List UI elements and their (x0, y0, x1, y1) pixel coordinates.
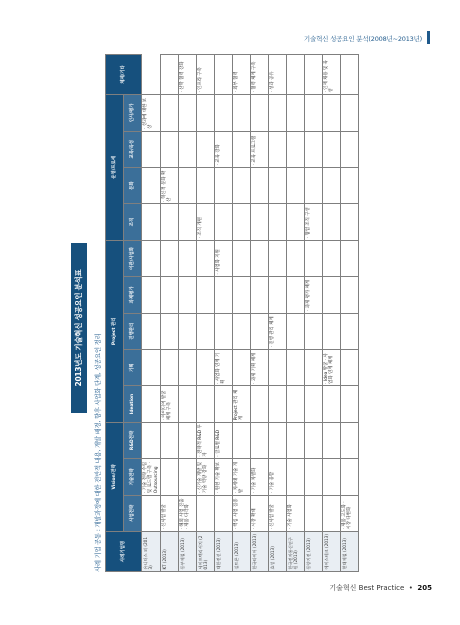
table-cell (340, 131, 358, 167)
table-cell (322, 240, 340, 276)
table-cell: · 신사업 발굴 (268, 495, 286, 531)
table-row (286, 54, 304, 571)
table-cell (250, 422, 268, 458)
company-cell: 유니더스 외 (2013) (142, 531, 161, 571)
table-cell (214, 276, 232, 312)
table-cell (268, 385, 286, 421)
table-cell (304, 422, 322, 458)
table-cell (196, 167, 214, 203)
table-cell: · 사업화 연계 기획 (214, 349, 232, 385)
table-cell (196, 94, 214, 131)
table-cell (268, 349, 286, 385)
table-cell: · 기술 전략 수립 및 로드맵 구축 · Outsourcing (142, 458, 161, 494)
company-cell: 대한전선 (2013) (214, 531, 232, 571)
table-cell: · Idea 발굴 · 사업화 연계 체계 (322, 349, 340, 385)
table-cell (232, 94, 250, 131)
table-cell (268, 167, 286, 203)
table-cell: · 전략적 R&D 투자 (196, 422, 214, 458)
page-number: 205 (417, 584, 432, 592)
table-row (250, 54, 268, 571)
table-cell (286, 458, 304, 494)
table-cell (214, 94, 232, 131)
table-cell (304, 240, 322, 276)
company-cell: 동부제철 (2013) (178, 531, 196, 571)
table-cell (340, 422, 358, 458)
table-cell (196, 240, 214, 276)
table-cell: · 조직 개편 (196, 203, 214, 239)
table-cell (232, 131, 250, 167)
table-cell (340, 385, 358, 421)
company-cell: 한국타이어 (2013) (250, 531, 268, 571)
table-cell (322, 131, 340, 167)
column-header: 기획 (124, 349, 142, 385)
table-cell (304, 458, 322, 494)
table-cell (250, 203, 268, 239)
table-cell (286, 385, 304, 421)
table-cell: · 기술 사업화 (286, 495, 304, 531)
table-cell (340, 167, 358, 203)
table-cell (232, 349, 250, 385)
table-cell (340, 276, 358, 312)
table-cell (268, 203, 286, 239)
table-body (142, 54, 359, 571)
table-cell (196, 131, 214, 167)
table-cell (142, 167, 161, 203)
column-header: 문화 (124, 167, 142, 203)
company-cell: 한국전자통신연구원 (2013) (286, 531, 304, 571)
table-cell (340, 313, 358, 349)
table-cell (340, 94, 358, 131)
table-cell: · 교육 프로그램 (250, 131, 268, 167)
table-cell: · 사업화 지원 (214, 240, 232, 276)
table-cell (142, 385, 161, 421)
table-cell (250, 313, 268, 349)
table-cell (322, 385, 340, 421)
company-cell: 동양기전 (2013) (304, 531, 322, 571)
table-cell (178, 385, 196, 421)
table-cell (250, 276, 268, 312)
table-row (268, 54, 286, 571)
table-cell (232, 203, 250, 239)
table-cell (196, 276, 214, 312)
table-row (142, 54, 161, 571)
footer-label: 기술혁신 Best Practice (329, 584, 405, 592)
table-cell (340, 203, 358, 239)
table-cell: · 시장 확대 (250, 495, 268, 531)
table-cell (304, 349, 322, 385)
table-cell: · 외부 협력 (232, 54, 250, 94)
table-row (214, 54, 232, 571)
other-group-header: 체제/기타 (106, 54, 142, 94)
table-cell: · 아이디어 발굴 체계 구축 (160, 385, 178, 421)
table-cell: · 산학 협력 강화 (178, 54, 196, 94)
table-cell (250, 167, 268, 203)
project-group-header: Project 관리 (106, 240, 124, 422)
table-cell (286, 94, 304, 131)
column-header: 기술전략 (124, 458, 142, 494)
table-cell (340, 240, 358, 276)
table-cell (304, 385, 322, 421)
table-cell: · 성과 공유 (268, 54, 286, 94)
page-footer: 기술혁신 Best Practice • 205 (329, 584, 432, 592)
column-header: Ideation (124, 385, 142, 421)
table-cell (322, 313, 340, 349)
table-row (160, 54, 178, 571)
table-cell: · 과제 평가 체계 (304, 276, 322, 312)
table-cell (304, 54, 322, 94)
table-cell (196, 495, 214, 531)
company-cell: 실트론 (2013) (232, 531, 250, 571)
table-cell: · 진행 관리 체계 (268, 313, 286, 349)
table-cell (160, 203, 178, 239)
column-header: 과제평가 (124, 276, 142, 312)
table-cell: Project 관리 체계 (232, 385, 250, 421)
table-cell: · 신사업 발굴 (160, 495, 178, 531)
table-cell (286, 276, 304, 312)
table-cell (340, 54, 358, 94)
table-cell (286, 167, 304, 203)
table-cell: · 차세대 기술 개발 (232, 458, 250, 494)
table-cell (232, 313, 250, 349)
table-cell (160, 131, 178, 167)
table-cell (142, 276, 161, 312)
table-cell (268, 94, 286, 131)
table-row (232, 54, 250, 571)
table-cell (160, 349, 178, 385)
table-cell (268, 276, 286, 312)
table-cell: · 원천 기술 확보 (214, 458, 232, 494)
table-cell (340, 349, 358, 385)
table-cell (160, 54, 178, 94)
table-cell (142, 203, 161, 239)
operation-group-header: 운영/프로세 (106, 94, 124, 240)
table-cell (178, 167, 196, 203)
table-cell (286, 240, 304, 276)
table-cell (322, 167, 340, 203)
table-cell (160, 313, 178, 349)
table-cell (178, 131, 196, 167)
company-cell: 효성 (2013) (268, 531, 286, 571)
table-cell (178, 458, 196, 494)
table-cell (142, 349, 161, 385)
table-cell (322, 495, 340, 531)
table-cell (196, 313, 214, 349)
table-cell (178, 240, 196, 276)
table-cell: · 교육 강화 (214, 131, 232, 167)
table-cell (286, 313, 304, 349)
table-row (178, 54, 196, 571)
table-cell: · 과제 기획 체계 (250, 349, 268, 385)
table-cell: · 신기술 개발 및 기술 역량 강화 (196, 458, 214, 494)
table-cell: · 혁신적 문화 확산 (160, 167, 178, 203)
table-cell: · 글로벌 R&D (214, 422, 232, 458)
column-header: R&D전략 (124, 422, 142, 458)
table-cell (268, 240, 286, 276)
table-cell (286, 131, 304, 167)
table-row (196, 54, 214, 571)
table-cell (232, 422, 250, 458)
table-cell (142, 240, 161, 276)
table-cell: · 기술 차별화 (250, 458, 268, 494)
header-accent-bar (427, 31, 430, 44)
column-header-row (124, 54, 142, 571)
table-cell (286, 422, 304, 458)
table-cell (340, 458, 358, 494)
table-row (304, 54, 322, 571)
table-cell (214, 54, 232, 94)
table-cell (232, 240, 250, 276)
table-cell: · 성과에 대한 보상 (142, 94, 161, 131)
company-cell: 에이스테크 (2013) (322, 531, 340, 571)
group-header-row (106, 54, 124, 571)
running-header: 기술혁신 성공요인 분석(2008년~2013년) (303, 35, 422, 43)
table-cell (286, 349, 304, 385)
table-cell (268, 422, 286, 458)
table-cell: · 협력 체계 구축 (250, 54, 268, 94)
vision-group-header: Vision/전략 (106, 422, 124, 531)
table-cell (322, 94, 340, 131)
column-header: 교육/육성 (124, 131, 142, 167)
table-cell (214, 313, 232, 349)
column-header: 진행관리 (124, 313, 142, 349)
table-cell (268, 131, 286, 167)
table-cell (142, 495, 161, 531)
table-cell (142, 313, 161, 349)
column-header: 이관/사업화 (124, 240, 142, 276)
table-cell (178, 422, 196, 458)
table-cell (214, 385, 232, 421)
table-cell (286, 54, 304, 94)
table-cell (160, 240, 178, 276)
table-cell (304, 131, 322, 167)
table-cell: · 핵심 사업 집중 (232, 495, 250, 531)
table-cell (304, 167, 322, 203)
table-cell (232, 276, 250, 312)
table-cell (196, 385, 214, 421)
table-cell (178, 203, 196, 239)
table-cell (178, 94, 196, 131)
table-cell: · 인프라 구축 (196, 54, 214, 94)
company-cell: KT (2013) (160, 531, 178, 571)
success-factor-table (105, 54, 359, 572)
company-header: 사례기업명 (106, 531, 142, 571)
column-header: 인사/평가 (124, 94, 142, 131)
table-cell (250, 240, 268, 276)
table-caption: 사례 기업 공통 : 개발과정에 대한 전반적 내용, 개발 배경, 향후 사업화 단계, 성공요인 정리 (95, 333, 102, 572)
table-cell (304, 313, 322, 349)
company-cell: 현대제철 (2013) (340, 531, 358, 571)
table-cell (322, 422, 340, 458)
table-cell (160, 458, 178, 494)
table-cell (214, 167, 232, 203)
table-cell (214, 203, 232, 239)
table-row (340, 54, 358, 571)
rotated-table-page (65, 48, 395, 578)
table-cell (250, 385, 268, 421)
table-title-banner: 2013년도 기술혁신 성공요인 분석표 (71, 243, 87, 413)
table-cell (178, 349, 196, 385)
table-cell (232, 167, 250, 203)
table-cell (178, 276, 196, 312)
table-cell (286, 203, 304, 239)
table-cell (322, 203, 340, 239)
table-cell (196, 349, 214, 385)
table-cell (178, 313, 196, 349)
table-cell (304, 94, 322, 131)
table-cell: · 해외 사업 진출 · 제품 다각화 (178, 495, 196, 531)
table-cell: · 기술 융합 (268, 458, 286, 494)
company-cell: 세이프텍리서치 (2013) (196, 531, 214, 571)
table-cell (214, 495, 232, 531)
table-cell: · 제품 고도화 · 시장 다변화 (340, 495, 358, 531)
column-header: 사업전략 (124, 495, 142, 531)
table-cell (304, 495, 322, 531)
table-cell (160, 422, 178, 458)
table-cell (160, 94, 178, 131)
table-cell (322, 276, 340, 312)
table-cell (250, 94, 268, 131)
table-cell (142, 131, 161, 167)
table-cell (322, 458, 340, 494)
table-cell (142, 422, 161, 458)
table-cell: · 협업 조직 구성 (304, 203, 322, 239)
column-header: 조직 (124, 203, 142, 239)
table-cell (160, 276, 178, 312)
table-cell: · 인재 채용 및 육성 (322, 54, 340, 94)
table-row (322, 54, 340, 571)
